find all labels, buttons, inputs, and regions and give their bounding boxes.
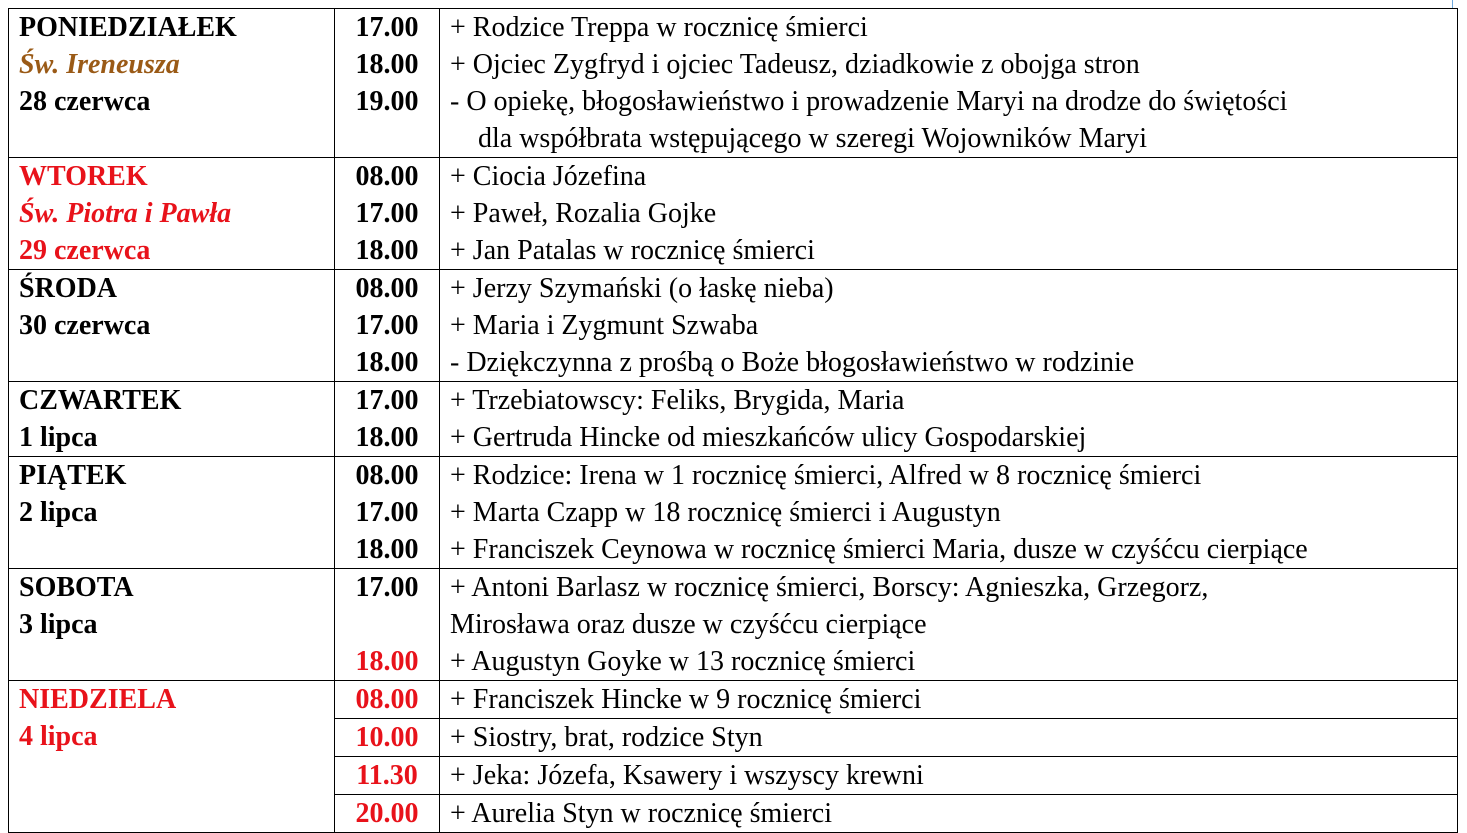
time-cell (335, 719, 440, 757)
day-name: PONIEDZIAŁEK (19, 12, 237, 43)
mass-time: 08.00 (355, 161, 419, 192)
day-row-sunday (9, 681, 1458, 719)
intention-text: + Siostry, brat, rodzice Styn (450, 722, 763, 753)
intention-cell (440, 457, 1458, 569)
intention-text: + Franciszek Hincke w 9 rocznicę śmierci (450, 684, 922, 715)
mass-time: 17.00 (355, 310, 419, 341)
day-name: CZWARTEK (19, 385, 182, 416)
mass-time: 17.00 (355, 572, 419, 603)
intention-text: + Augustyn Goyke w 13 rocznicę śmierci (450, 646, 916, 677)
day-date: 3 lipca (19, 609, 98, 640)
mass-time: 18.00 (355, 49, 419, 80)
time-spacer (335, 606, 439, 643)
day-cell (9, 158, 335, 270)
saint-name: Św. Piotra i Pawła (19, 198, 232, 229)
day-row-tuesday (9, 158, 1458, 270)
intention-text: + Trzebiatowscy: Feliks, Brygida, Maria (450, 385, 905, 416)
time-cell (335, 382, 440, 457)
day-cell (9, 270, 335, 382)
intention-cell (440, 757, 1458, 795)
day-cell (9, 569, 335, 681)
intention-text: + Maria i Zygmunt Szwaba (450, 310, 759, 341)
intention-text: + Marta Czapp w 18 rocznicę śmierci i Augustyn (450, 497, 1001, 528)
day-cell (9, 457, 335, 569)
intention-cell (440, 681, 1458, 719)
day-row-monday (9, 9, 1458, 158)
intention-text: + Aurelia Styn w rocznicę śmierci (450, 798, 833, 829)
intention-text: + Ojciec Zygfryd i ojciec Tadeusz, dziadkowie z obojga stron (450, 49, 1140, 80)
mass-time: 18.00 (355, 646, 419, 677)
time-cell (335, 795, 440, 833)
mass-time: 17.00 (355, 198, 419, 229)
day-date: 1 lipca (19, 422, 98, 453)
intention-text: dla współbrata wstępującego w szeregi Wojowników Maryi (478, 123, 1148, 154)
time-cell (335, 457, 440, 569)
intention-text: + Jeka: Józefa, Ksawery i wszyscy krewni (450, 760, 924, 791)
intention-text: + Paweł, Rozalia Gojke (450, 198, 717, 229)
mass-time: 18.00 (355, 422, 419, 453)
intention-text: - O opiekę, błogosławieństwo i prowadzenie Maryi na drodze do świętości (450, 86, 1288, 117)
time-cell (335, 757, 440, 795)
intention-text: + Antoni Barlasz w rocznicę śmierci, Borscy: Agnieszka, Grzegorz, (450, 572, 1209, 603)
intention-cell (440, 719, 1458, 757)
mass-time: 19.00 (355, 86, 419, 117)
day-date: 4 lipca (19, 721, 98, 752)
day-name: SOBOTA (19, 572, 134, 603)
intention-text: + Gertruda Hincke od mieszkańców ulicy Gospodarskiej (450, 422, 1087, 453)
intention-cell (440, 270, 1458, 382)
intention-text: Mirosława oraz dusze w czyśćcu cierpiące (450, 609, 927, 640)
time-cell (335, 681, 440, 719)
intention-text: + Rodzice Treppa w rocznicę śmierci (450, 12, 868, 43)
day-row-thursday (9, 382, 1458, 457)
mass-intentions-table (8, 8, 1458, 833)
mass-time: 17.00 (355, 497, 419, 528)
mass-time: 10.00 (355, 722, 419, 753)
time-cell (335, 9, 440, 158)
mass-time: 20.00 (355, 798, 419, 829)
time-cell (335, 569, 440, 681)
intention-cell (440, 382, 1458, 457)
day-cell (9, 382, 335, 457)
intention-text: + Jan Patalas w rocznicę śmierci (450, 235, 815, 266)
day-name: PIĄTEK (19, 460, 127, 491)
day-row-wednesday (9, 270, 1458, 382)
day-name: ŚRODA (19, 273, 118, 304)
day-name: WTOREK (19, 161, 148, 192)
saint-name: Św. Ireneusza (19, 49, 180, 80)
intention-cell (440, 9, 1458, 158)
day-date: 2 lipca (19, 497, 98, 528)
mass-time: 11.30 (356, 760, 418, 791)
mass-time: 18.00 (355, 235, 419, 266)
day-name: NIEDZIELA (19, 684, 177, 715)
intention-text: + Rodzice: Irena w 1 rocznicę śmierci, Alfred w 8 rocznicę śmierci (450, 460, 1202, 491)
day-row-saturday (9, 569, 1458, 681)
intention-cell (440, 158, 1458, 270)
mass-time: 08.00 (355, 684, 419, 715)
intention-text: + Jerzy Szymański (o łaskę nieba) (450, 273, 834, 304)
intention-text: - Dziękczynna z prośbą o Boże błogosławieństwo w rodzinie (450, 347, 1135, 378)
day-cell (9, 9, 335, 158)
mass-time: 17.00 (355, 385, 419, 416)
time-cell (335, 158, 440, 270)
page-edge-marker (1452, 0, 1453, 8)
day-row-friday (9, 457, 1458, 569)
mass-time: 18.00 (355, 534, 419, 565)
day-date: 30 czerwca (19, 310, 151, 341)
mass-time: 08.00 (355, 460, 419, 491)
day-cell (9, 681, 335, 833)
day-date: 29 czerwca (19, 235, 151, 266)
time-cell (335, 270, 440, 382)
mass-time: 18.00 (355, 347, 419, 378)
intention-cell (440, 569, 1458, 681)
intention-cell (440, 795, 1458, 833)
mass-time: 17.00 (355, 12, 419, 43)
day-date: 28 czerwca (19, 86, 151, 117)
intention-text: + Franciszek Ceynowa w rocznicę śmierci Maria, dusze w czyśćcu cierpiące (450, 534, 1308, 565)
intention-text: + Ciocia Józefina (450, 161, 647, 192)
mass-time: 08.00 (355, 273, 419, 304)
